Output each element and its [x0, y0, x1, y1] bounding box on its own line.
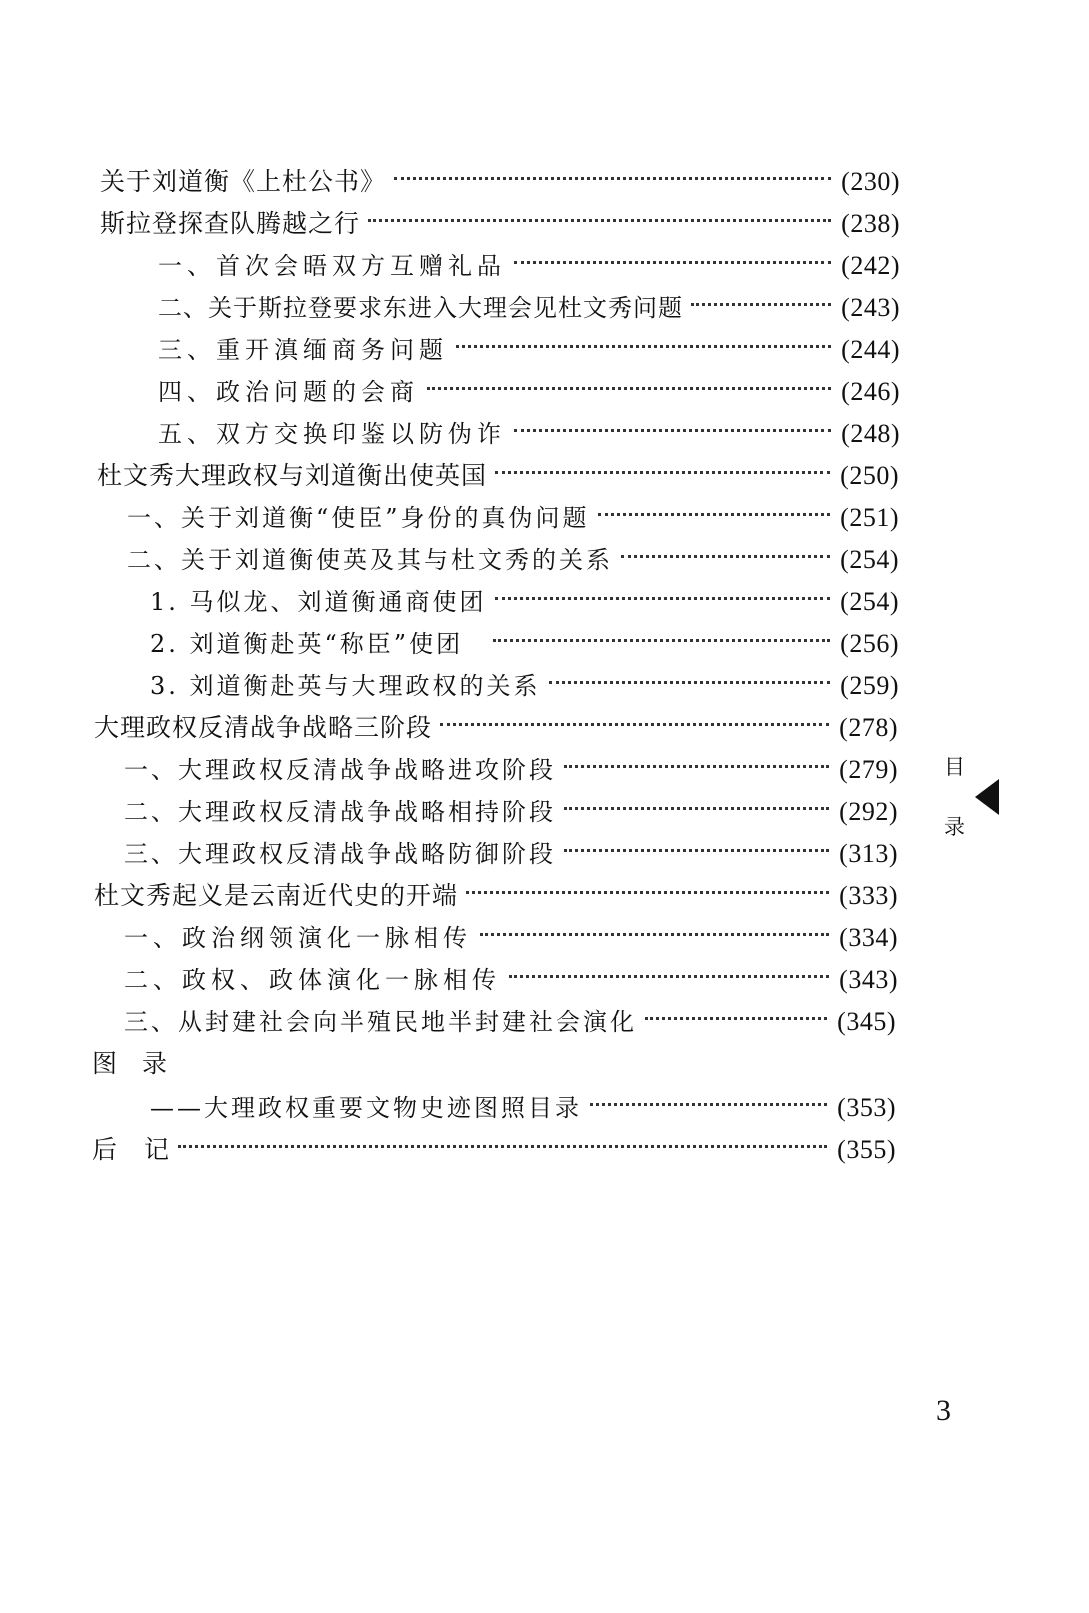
toc-entry-page: (353): [837, 1093, 896, 1122]
page-number: 3: [936, 1394, 951, 1427]
dot-leader: [590, 1103, 827, 1106]
toc-entry[interactable]: [127, 539, 899, 581]
side-label-lu: 录: [944, 815, 965, 839]
toc-entry-title: 一、首次会晤双方互赠礼品: [158, 252, 506, 280]
toc-entry-title: 斯拉登探查队腾越之行: [100, 209, 361, 238]
toc-entry-title: 三、大理政权反清战争战略防御阶段: [124, 840, 556, 868]
toc-entry-page: (345): [837, 1007, 896, 1036]
toc-entry-title: 1. 马似龙、刘道衡通商使团: [150, 588, 487, 616]
toc-entry-title: 大理政权反清战争战略三阶段: [94, 713, 433, 742]
toc-entry-title: 一、大理政权反清战争战略进攻阶段: [124, 756, 556, 784]
toc-entry-title: 后 记: [92, 1135, 171, 1164]
toc-entry-title: 一、政治纲领演化一脉相传: [124, 924, 472, 952]
toc-entry-page: (292): [839, 797, 898, 826]
toc-entry-title: 三、从封建社会向半殖民地半封建社会演化: [124, 1008, 637, 1036]
toc-entry[interactable]: [94, 707, 898, 749]
toc-entry-page: (334): [839, 923, 898, 952]
toc-entry[interactable]: [124, 791, 898, 833]
toc-entry-page: (259): [840, 671, 899, 700]
toc-entry[interactable]: [100, 161, 900, 203]
toc-entry-page: (251): [840, 503, 899, 532]
toc-entry-title: ——大理政权重要文物史迹图照目录: [150, 1094, 582, 1122]
toc-entry-page: (243): [841, 293, 900, 322]
toc-entry[interactable]: [94, 875, 898, 917]
toc-entry-title: 五、双方交换印鉴以防伪诈: [158, 420, 506, 448]
toc-entry[interactable]: [124, 959, 898, 1001]
toc-entry[interactable]: [158, 287, 900, 329]
toc-entry[interactable]: [124, 917, 898, 959]
toc-entry-page: (355): [837, 1135, 896, 1164]
toc-entry[interactable]: [150, 665, 899, 707]
toc-entry-title: 四、政治问题的会商: [158, 378, 419, 406]
toc-entry-page: (313): [839, 839, 898, 868]
dot-leader: [645, 1017, 827, 1020]
dot-leader: [456, 345, 831, 348]
toc-entry-page: (248): [841, 419, 900, 448]
toc-entry-title: 杜文秀起义是云南近代史的开端: [94, 881, 459, 910]
dot-leader: [514, 429, 831, 432]
dot-leader: [394, 177, 831, 180]
toc-entry-title: 二、关于斯拉登要求东进入大理会见杜文秀问题: [158, 294, 683, 322]
toc-entry[interactable]: [100, 203, 900, 245]
tulu-heading: 图 录: [92, 1049, 168, 1078]
side-tab-arrow-icon: [975, 779, 999, 815]
toc-entry-page: (333): [839, 881, 898, 910]
toc-entry[interactable]: [127, 497, 899, 539]
toc-entry[interactable]: [158, 245, 900, 287]
toc-entry[interactable]: [158, 329, 900, 371]
toc-entry[interactable]: [124, 749, 898, 791]
dot-leader: [440, 723, 829, 726]
dot-leader: [427, 387, 831, 390]
toc-entry-page: (254): [840, 545, 899, 574]
toc-entry-page: (256): [840, 629, 899, 658]
toc-entry-title: 二、政权、政体演化一脉相传: [124, 966, 501, 994]
toc-entry[interactable]: [92, 1129, 896, 1171]
toc-entry-title: 二、大理政权反清战争战略相持阶段: [124, 798, 556, 826]
dot-leader: [564, 765, 829, 768]
toc-entry-page: (254): [840, 587, 899, 616]
toc-entry-page: (246): [841, 377, 900, 406]
dot-leader: [368, 219, 831, 222]
dot-leader: [514, 261, 831, 264]
toc-entry-page: (278): [839, 713, 898, 742]
toc-entry[interactable]: [150, 581, 899, 623]
toc-entry-title: 二、关于刘道衡使英及其与杜文秀的关系: [127, 546, 613, 574]
toc-entry-title: 3. 刘道衡赴英与大理政权的关系: [150, 672, 541, 700]
toc-entry-page: (250): [840, 461, 899, 490]
toc-entry[interactable]: [158, 413, 900, 455]
toc-entry-page: (279): [839, 755, 898, 784]
toc-entry-title: 杜文秀大理政权与刘道衡出使英国: [97, 461, 488, 490]
dot-leader: [466, 891, 829, 894]
dot-leader: [549, 681, 831, 684]
toc-entry[interactable]: [97, 455, 899, 497]
toc-entry[interactable]: [124, 1001, 896, 1043]
toc-entry-page: (242): [841, 251, 900, 280]
toc-entry-page: (230): [841, 167, 900, 196]
toc-entry-title: 关于刘道衡《上杜公书》: [100, 167, 387, 196]
dot-leader: [178, 1145, 827, 1148]
side-label-mu: 目: [944, 755, 965, 779]
dot-leader: [480, 933, 829, 936]
dot-leader: [564, 849, 829, 852]
dot-leader: [493, 639, 830, 642]
dot-leader: [598, 513, 831, 516]
dot-leader: [509, 975, 829, 978]
dot-leader: [495, 471, 830, 474]
toc-entry[interactable]: [124, 833, 898, 875]
toc-entry-title: 三、重开滇缅商务问题: [158, 336, 448, 364]
toc-entry-title: 2. 刘道衡赴英“称臣”使团: [150, 630, 464, 658]
toc-entry-page: (238): [841, 209, 900, 238]
dot-leader: [495, 597, 831, 600]
toc-entry[interactable]: [158, 371, 900, 413]
toc-entry-page: (343): [839, 965, 898, 994]
toc-entry[interactable]: [150, 1087, 896, 1129]
dot-leader: [621, 555, 830, 558]
dot-leader: [691, 303, 831, 306]
toc-entry-page: (244): [841, 335, 900, 364]
dot-leader: [564, 807, 829, 810]
toc-entry-title: 一、关于刘道衡“使臣”身份的真伪问题: [127, 504, 590, 532]
toc-entry[interactable]: [150, 623, 899, 665]
